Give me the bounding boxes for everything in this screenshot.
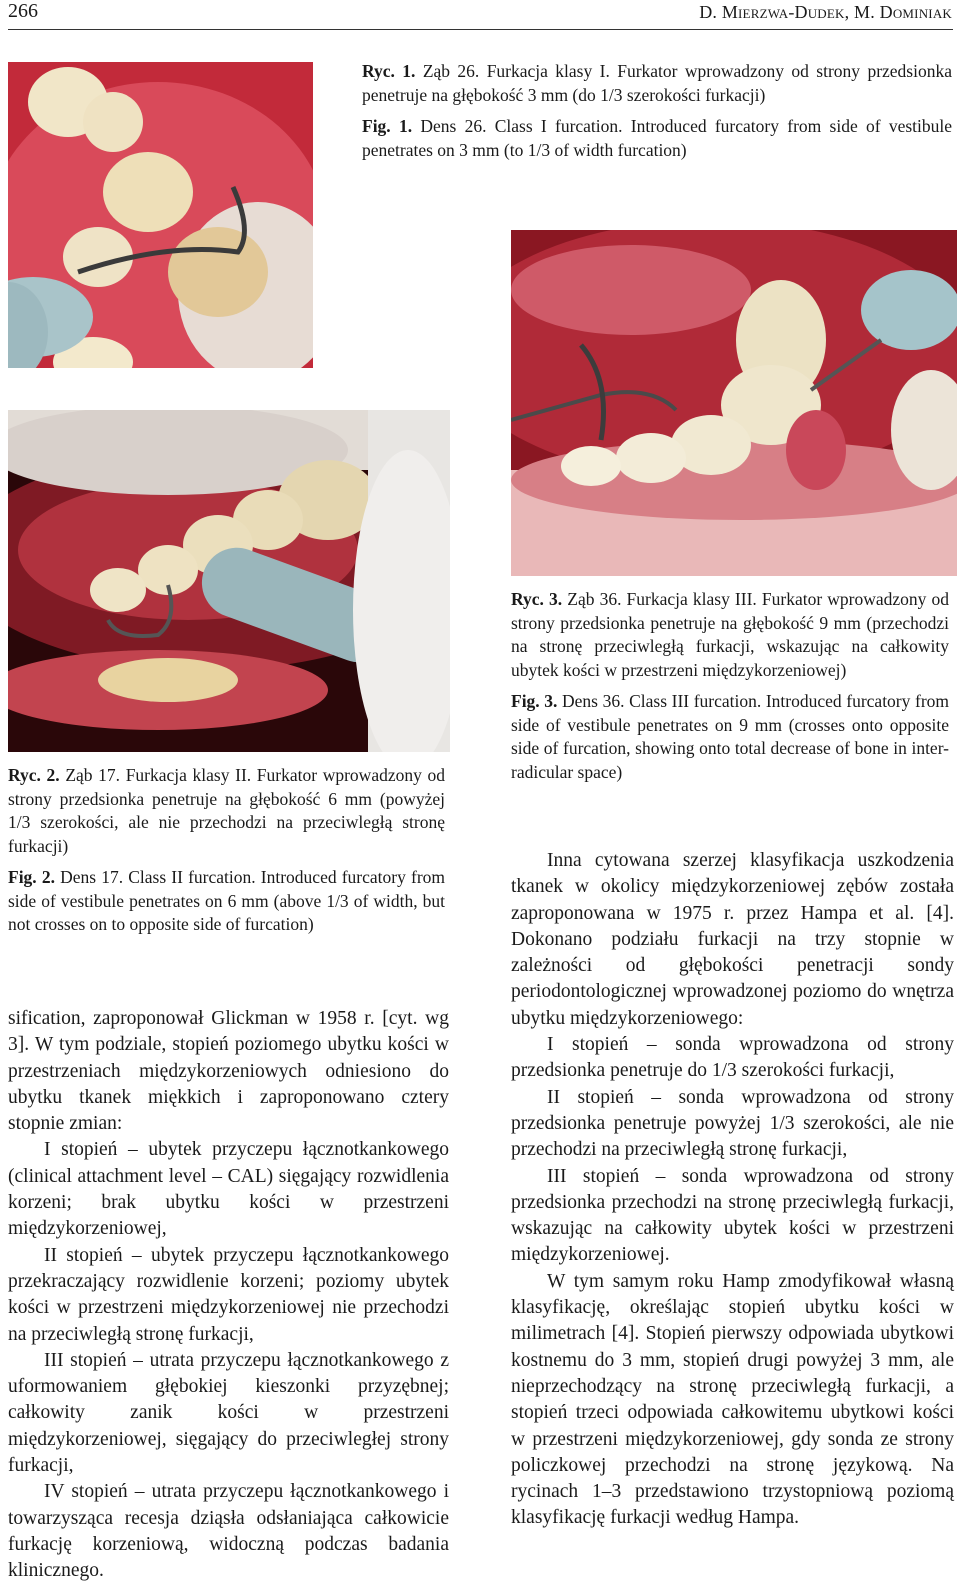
figure-2-caption-en: Dens 17. Class II furcation. Introduced furcatory from side of vestibule penetrates on 6 mm (above 1/3 of width, but not crosses on to opposite side of furcation) — [8, 867, 446, 934]
figure-2-photo — [8, 410, 450, 752]
figure-2-label-pl: Ryc. 2. — [8, 765, 60, 785]
figure-1-photo — [8, 62, 313, 368]
glickman-grade-2: II stopień – ubytek przyczepu łącznotkankowego przekraczający rozwidlenie korzeni; poziomy ubytek kości w przestrzeni międzykorzeniowej nie przechodzi na przeciwległą stronę furkacji, — [8, 1244, 449, 1345]
glickman-grade-1: I stopień – ubytek przyczepu łącznotkankowego (clinical attachment level – CAL) sięgający rozwidlenia korzeni; brak ubytku kości w przestrzeni międzykorzeniowej, — [8, 1139, 449, 1240]
left-body-column — [8, 1006, 449, 1585]
glickman-grade-4: IV stopień – utrata przyczepu łącznotkankowego i towarzysząca recesja dziąsła odsłaniająca całkowicie furkację korzeniową, widoczną podczas badania klinicznego. — [8, 1481, 449, 1582]
hamp-grade-1: I stopień – sonda wprowadzona od strony przedsionka penetruje do 1/3 szerokości furkacji, — [511, 1034, 954, 1082]
running-header-authors: D. Mierzwa-Dudek, M. Dominiak — [699, 2, 952, 22]
figure-3-label-en: Fig. 3. — [511, 691, 558, 711]
figure-1-label-pl: Ryc. 1. — [362, 61, 416, 81]
figure-3-photo — [511, 230, 957, 576]
hamp-grade-3: III stopień – sonda wprowadzona od strony przedsionka przechodzi na stronę przeciwległą furkacji, wskazując na całkowity ubytek kości w przestrzeni międzykorzeniowej. — [511, 1165, 954, 1266]
hamp-grade-2: II stopień – sonda wprowadzona od strony przedsionka penetruje powyżej 1/3 szerokości, ale nie przechodzi na przeciwległą stronę furkacji, — [511, 1086, 954, 1161]
figure-2-caption — [8, 764, 445, 945]
figure-1-label-en: Fig. 1. — [362, 116, 413, 136]
glickman-grade-3: III stopień – utrata przyczepu łącznotkankowego z uformowaniem głębokiej kieszonki przyzębnej; całkowity zanik kości w przestrzeni międzykorzeniowej, sięgający do przeciwległej strony furkacji, — [8, 1349, 449, 1477]
right-paragraph-hamp-intro: Inna cytowana szerzej klasyfikacja uszkodzenia tkanek w okolicy międzykorzeniowej zębów została zaproponowana w 1975 r. przez Hampa et al. [4]. Dokonano podziału furkacji na trzy stopnie w zależności od głębokości penetracji sondy periodontologicznej wprowadzonej poziomo do wnętrza ubytku międzykorzeniowego: — [511, 850, 954, 1029]
figure-2-label-en: Fig. 2. — [8, 867, 55, 887]
figure-3-label-pl: Ryc. 3. — [511, 589, 563, 609]
right-paragraph-hamp-modified: W tym samym roku Hamp zmodyfikował własną klasyfikację, określając stopień ubytku kości w milimetrach [4]. Stopień pierwszy odpowiada ubytkowi kostnemu do 3 mm, stopień drugi powyżej 3 mm, ale nieprzechodzący na stronę przeciwległą furkacji, a stopień trzeci odpowiada całkowitemu ubytkowi kości w przestrzeni międzykorzeniowej, gdy sonda ze strony policzkowej przechodzi na stronę językową. Na rycinach 1–3 przedstawiono trzystopniową poziomą klasyfikację furkacji według Hampa. — [511, 1270, 954, 1529]
figure-3-caption-pl: Ząb 36. Furkacja klasy III. Furkator wprowadzony od strony przedsionka penetruje na głębokość 9 mm (przechodzi na stronę przeciwległą furkacji, wskazując na całkowity ubytek kości w przestrzeni międzykorzeniowej) — [511, 589, 950, 680]
figure-1-caption-en: Dens 26. Class I furcation. Introduced furcatory from side of vestibule penetrates on 3 mm (to 1/3 of width furcation) — [362, 116, 953, 160]
figure-2-caption-pl: Ząb 17. Furkacja klasy II. Furkator wprowadzony od strony przedsionka penetruje na głębokość 6 mm (powyżej 1/3 szerokości, ale nie przechodzi na przeciwległą stronę furkacji) — [8, 765, 445, 856]
right-body-column — [511, 848, 954, 1532]
figure-3-caption-en: Dens 36. Class III furcation. Introduced furcatory from side of vestibule penetrates on 9 mm (crosses onto opposite side of furcation, showing onto total decrease of bone in inter-radicular space) — [511, 691, 950, 782]
left-paragraph-intro: sification, zaproponował Glickman w 1958 r. [cyt. wg 3]. W tym podziale, stopień poziomego ubytku kości w przestrzeniach międzykorzeniowych odniesiono do ubytku tkanek miękkich i zaproponowano cztery stopnie zmian: — [8, 1008, 449, 1135]
page-number: 266 — [8, 0, 38, 22]
header-rule — [8, 29, 953, 30]
figure-1-caption-pl: Ząb 26. Furkacja klasy I. Furkator wprowadzony od strony przedsionka penetruje na głębokość 3 mm (do 1/3 szerokości furkacji) — [362, 61, 952, 105]
figure-1-caption — [362, 60, 952, 170]
figure-3-caption — [511, 588, 949, 792]
